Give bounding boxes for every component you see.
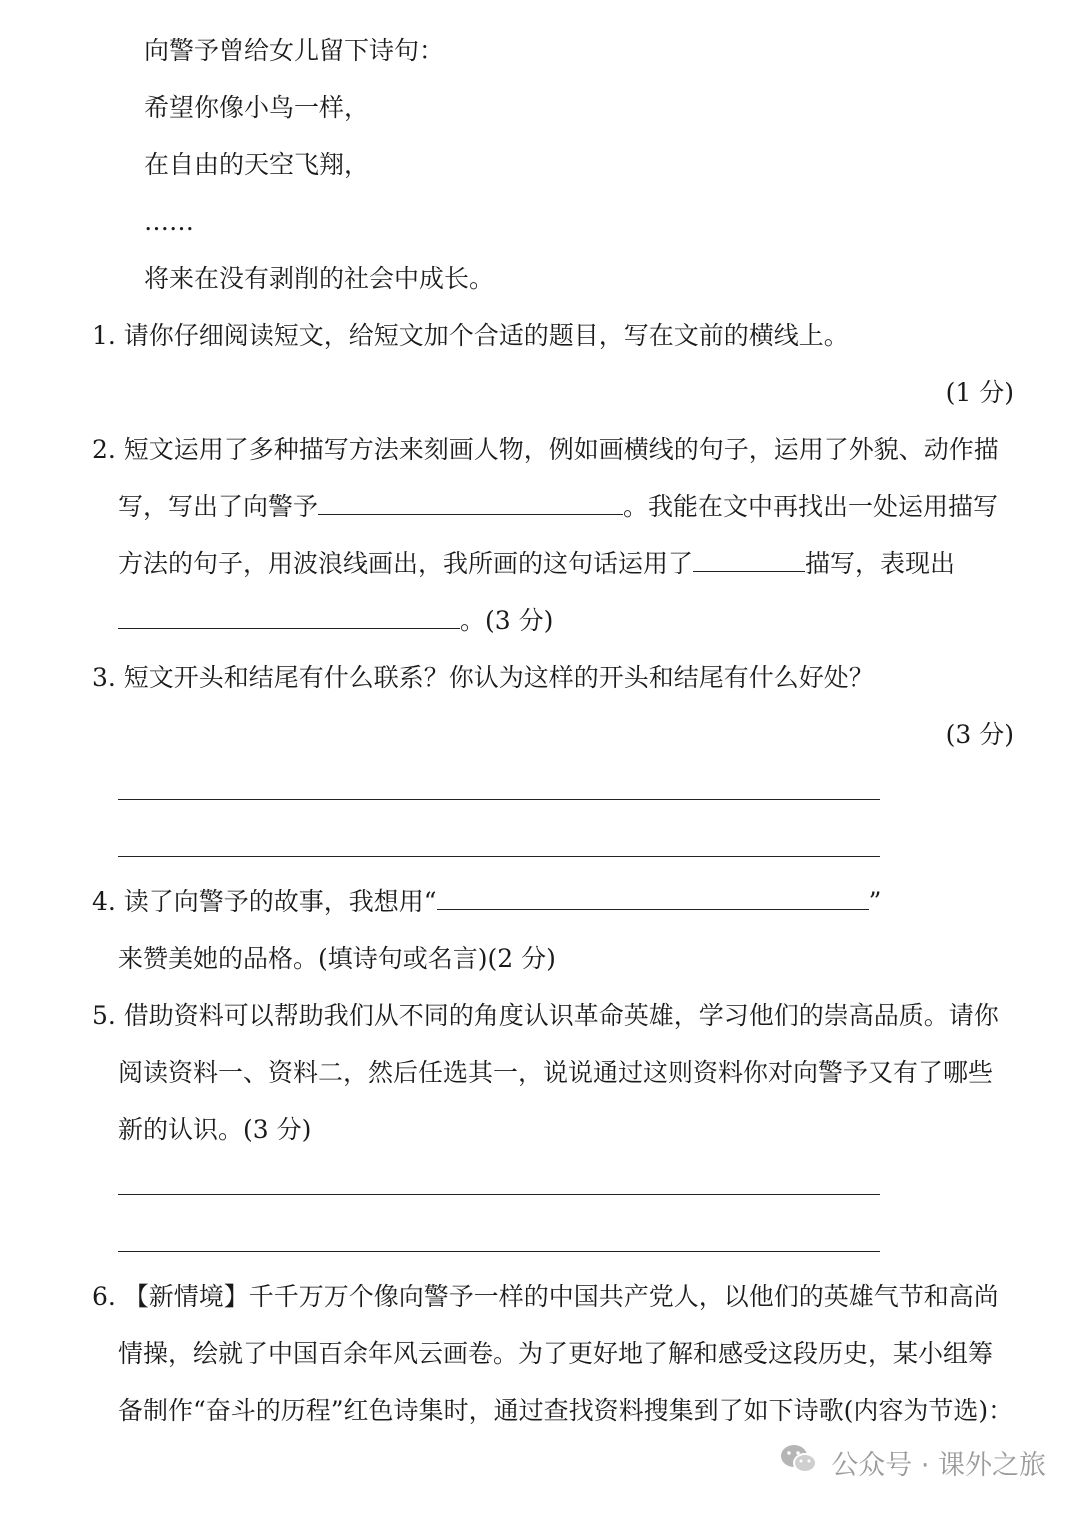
- question-4-text-b: ”: [868, 887, 882, 916]
- question-2-line-3: [118, 549, 955, 579]
- answer-blank-character[interactable]: [318, 492, 623, 515]
- question-3-score: (3 分): [945, 720, 1014, 749]
- answer-line-q5-1[interactable]: [118, 1194, 880, 1195]
- poem-intro: 向警予曾给女儿留下诗句：: [144, 36, 445, 65]
- question-2-text-d: 描写，表现出: [805, 549, 956, 578]
- question-4-line-1: [92, 887, 881, 917]
- watermark-text: 公众号 · 课外之旅: [831, 1449, 1046, 1481]
- question-5-line-1: 5. 借助资料可以帮助我们从不同的角度认识革命英雄，学习他们的崇高品质。请你: [92, 1001, 999, 1030]
- poem-line-2: 在自由的天空飞翔，: [144, 150, 370, 179]
- question-1: 1. 请你仔细阅读短文，给短文加个合适的题目，写在文前的横线上。: [92, 321, 849, 350]
- poem-line-4: 将来在没有剥削的社会中成长。: [144, 264, 495, 293]
- question-2-text-c: 方法的句子，用波浪线画出，我所画的这句话运用了: [118, 549, 694, 578]
- question-2-line-1: 2. 短文运用了多种描写方法来刻画人物，例如画横线的句子，运用了外貌、动作描: [92, 435, 999, 464]
- watermark: [779, 1438, 1046, 1486]
- poem-ellipsis: ……: [144, 207, 194, 236]
- answer-line-q3-2[interactable]: [118, 856, 880, 857]
- wechat-icon: [779, 1442, 819, 1483]
- question-1-score: (1 分): [945, 378, 1014, 407]
- question-6-line-1: 6. 【新情境】千千万万个像向警予一样的中国共产党人，以他们的英雄气节和高尚: [92, 1282, 999, 1311]
- answer-line-q3-1[interactable]: [118, 799, 880, 800]
- question-2-score: 。(3 分): [460, 606, 554, 635]
- answer-line-q5-2[interactable]: [118, 1251, 880, 1252]
- question-4-text-a: 4. 读了向警予的故事，我想用“: [92, 887, 437, 916]
- question-6-line-2: 情操，绘就了中国百余年风云画卷。为了更好地了解和感受这段历史，某小组筹: [118, 1339, 994, 1368]
- question-2-text-b: 。我能在文中再找出一处运用描写: [623, 492, 999, 521]
- question-5-line-3: 新的认识。(3 分): [118, 1115, 312, 1144]
- question-2-line-2: [118, 492, 998, 522]
- question-5-line-2: 阅读资料一、资料二，然后任选其一，说说通过这则资料你对向警予又有了哪些: [118, 1058, 994, 1087]
- question-6-line-3: 备制作“奋斗的历程”红色诗集时，通过查找资料搜集到了如下诗歌(内容为节选)：: [118, 1396, 1014, 1425]
- answer-blank-expression[interactable]: [118, 606, 460, 629]
- poem-line-1: 希望你像小鸟一样，: [144, 93, 370, 122]
- question-4-line-2: 来赞美她的品格。(填诗句或名言)(2 分): [118, 944, 556, 973]
- question-2-line-4: [118, 606, 553, 636]
- question-3: 3. 短文开头和结尾有什么联系？你认为这样的开头和结尾有什么好处？: [92, 663, 874, 692]
- question-2-text-a: 写，写出了向警予: [118, 492, 319, 521]
- answer-blank-quote[interactable]: [437, 887, 869, 910]
- answer-blank-method[interactable]: [693, 549, 805, 572]
